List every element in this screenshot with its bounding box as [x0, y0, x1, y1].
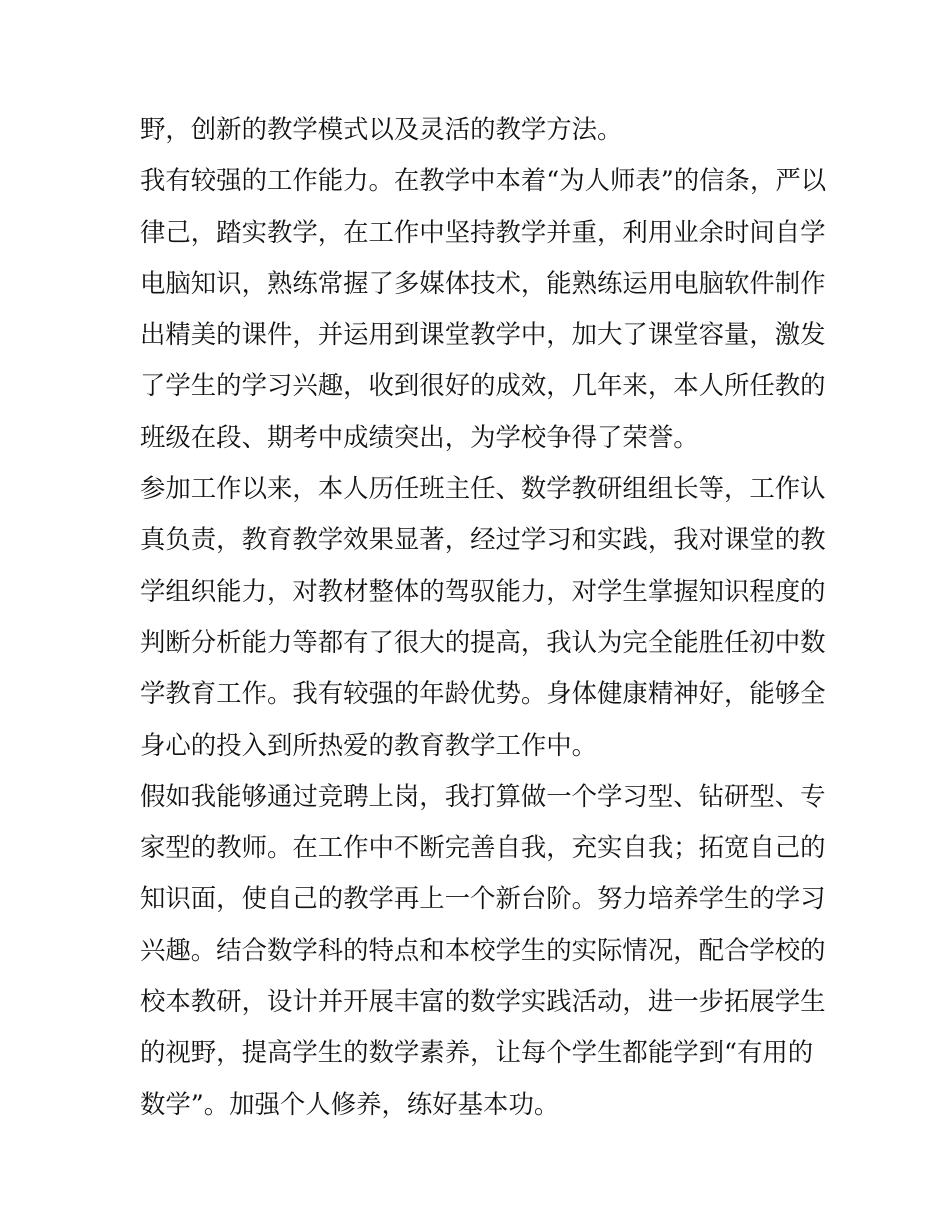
text-line: 出精美的课件，并运用到课堂教学中，加大了课堂容量，激发: [140, 319, 826, 350]
text-line: 真负责，教育教学效果显著，经过学习和实践，我对课堂的教: [140, 524, 826, 555]
text-line: 律己，踏实教学，在工作中坚持教学并重，利用业余时间自学: [140, 216, 826, 247]
text-line: 判断分析能力等都有了很大的提高，我认为完全能胜任初中数: [140, 626, 826, 657]
text-line: 数学”。加强个人修养，练好基本功。: [140, 1088, 560, 1119]
text-line: 班级在段、期考中成绩突出，为学校争得了荣誉。: [140, 421, 699, 452]
text-line: 兴趣。结合数学科的特点和本校学生的实际情况，配合学校的: [140, 934, 826, 965]
text-line: 参加工作以来，本人历任班主任、数学教研组组长等，工作认: [140, 473, 826, 504]
text-line: 假如我能够通过竞聘上岗，我打算做一个学习型、钻研型、专: [140, 780, 826, 811]
text-line: 知识面，使自己的教学再上一个新台阶。努力培养学生的学习: [140, 883, 826, 914]
text-line: 学教育工作。我有较强的年龄优势。身体健康精神好，能够全: [140, 678, 826, 709]
text-line: 了学生的学习兴趣，收到很好的成效，几年来，本人所任教的: [140, 370, 826, 401]
text-line: 家型的教师。在工作中不断完善自我，充实自我；拓宽自己的: [140, 832, 826, 863]
text-line: 学组织能力，对教材整体的驾驭能力，对学生掌握知识程度的: [140, 575, 826, 606]
text-line: 校本教研，设计并开展丰富的数学实践活动，进一步拓展学生: [140, 986, 826, 1017]
text-line: 的视野，提高学生的数学素养，让每个学生都能学到“有用的: [140, 1037, 814, 1068]
text-line: 身心的投入到所热爱的教育教学工作中。: [140, 729, 598, 760]
text-line: 电脑知识，熟练常握了多媒体技术，能熟练运用电脑软件制作: [140, 267, 826, 298]
text-line: 我有较强的工作能力。在教学中本着“为人师表”的信条，严以: [140, 165, 827, 196]
text-line: 野，创新的教学模式以及灵活的教学方法。: [140, 114, 623, 144]
body-text: [140, 104, 827, 1130]
